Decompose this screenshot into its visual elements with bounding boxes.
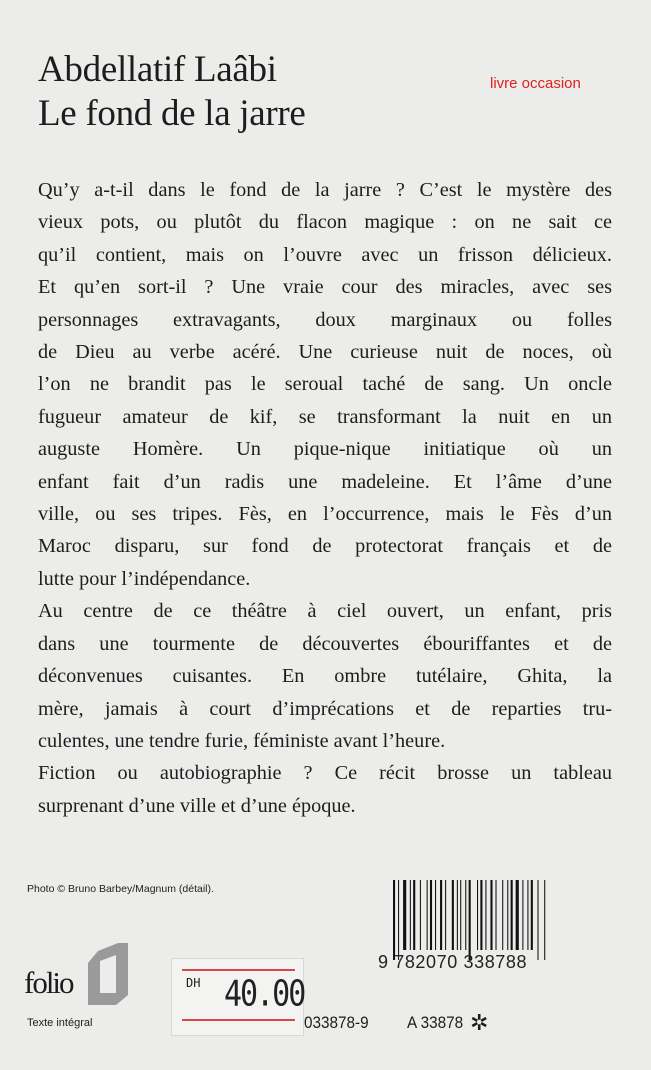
product-code: 033878-9 — [304, 1013, 369, 1032]
barcode-bar — [465, 880, 466, 950]
barcode-bar — [440, 880, 442, 950]
photo-credit: Photo © Bruno Barbey/Magnum (détail). — [27, 883, 214, 895]
barcode-bar — [495, 880, 496, 950]
barcode-bar — [469, 880, 471, 960]
barcode-bar — [507, 880, 508, 950]
blurb-line: enfant fait d’un radis une madeleine. Et l’âme d’une — [38, 470, 612, 493]
barcode-bar — [516, 880, 519, 950]
barcode-bar — [490, 880, 492, 950]
price-sticker — [171, 958, 304, 1036]
price-value: 40.00 — [224, 973, 305, 1015]
barcode-bar — [435, 880, 436, 950]
barcode-bar — [452, 880, 454, 950]
sticker-line — [182, 969, 295, 971]
blurb-line: dans une tourmente de découvertes ébouriffantes et de — [38, 632, 612, 655]
barcode-bar — [403, 880, 406, 950]
printer-mark-icon: ✲ — [470, 1010, 489, 1035]
publisher-logo-text: folio — [24, 965, 73, 1000]
blurb-line: lutte pour l’indépendance. — [38, 567, 251, 590]
barcode — [393, 880, 565, 960]
sticker-line — [182, 1019, 295, 1021]
price-currency: DH — [186, 976, 201, 990]
blurb-line: qu’il contient, mais on l’ouvre avec un frisson délicieux. — [38, 243, 612, 266]
blurb-line: déconvenues cuisantes. En ombre tutélaire, Ghita, la — [38, 665, 612, 688]
blurb-line: Fiction ou autobiographie ? Ce récit brosse un tableau — [38, 762, 612, 785]
blurb-line: personnages extravagants, doux marginaux ou folles — [38, 308, 612, 331]
barcode-bar — [502, 880, 503, 950]
barcode-bar — [457, 880, 458, 950]
blurb-line: vieux pots, ou plutôt du flacon magique : on ne sait ce — [38, 211, 612, 234]
barcode-bar — [393, 880, 395, 960]
book-title: Le fond de la jarre — [38, 93, 306, 134]
blurb-line: l’on ne brandit pas le seroual taché de sang. Un oncle — [38, 373, 612, 396]
barcode-bar — [531, 880, 533, 950]
barcode-bar — [420, 880, 421, 950]
barcode-bar — [398, 880, 399, 960]
barcode-bar — [413, 880, 415, 950]
book-author: Abdellatif Laâbi — [38, 49, 277, 90]
blurb-line: fugueur amateur de kif, se transformant la nuit en un — [38, 405, 612, 428]
barcode-bar — [427, 880, 428, 950]
blurb-line: culentes, une tendre furie, féministe avant l’heure. — [38, 729, 446, 752]
catalog-code: A 33878 — [407, 1013, 464, 1032]
barcode-bar — [445, 880, 446, 950]
barcode-bar — [522, 880, 523, 950]
barcode-bar — [460, 880, 461, 950]
back-cover-blurb — [38, 174, 612, 822]
barcode-bar — [480, 880, 482, 950]
blurb-line: de Dieu au verbe acéré. Une curieuse nuit de noces, où — [38, 341, 612, 364]
barcode-bar — [537, 880, 538, 960]
blurb-line: Qu’y a-t-il dans le fond de la jarre ? C’est le mystère des — [38, 179, 612, 201]
barcode-bar — [477, 880, 478, 950]
barcode-bar — [511, 880, 513, 950]
edition-label: Texte intégral — [27, 1017, 93, 1029]
blurb-line: Maroc disparu, sur fond de protectorat français et de — [38, 535, 612, 558]
blurb-line: mère, jamais à court d’imprécations et de reparties tru- — [38, 697, 612, 720]
barcode-bar — [527, 880, 528, 950]
barcode-bar — [544, 880, 545, 960]
blurb-line: surprenant d’une ville et d’une époque. — [38, 794, 356, 817]
folio-logo-icon — [88, 943, 130, 1005]
blurb-line: Au centre de ce théâtre à ciel ouvert, un enfant, pris — [38, 600, 612, 623]
used-book-label: livre occasion — [490, 75, 581, 92]
blurb-line: auguste Homère. Un pique-nique initiatique où un — [38, 438, 612, 461]
barcode-bar — [485, 880, 486, 950]
isbn-digits: 9 782070 338788 — [378, 952, 528, 972]
barcode-bar — [430, 880, 432, 950]
blurb-line: Et qu’en sort-il ? Une vraie cour des miracles, avec ses — [38, 276, 612, 299]
blurb-line: ville, ou ses tripes. Fès, en l’occurrence, mais le Fès d’un — [38, 503, 612, 526]
barcode-bar — [410, 880, 411, 950]
